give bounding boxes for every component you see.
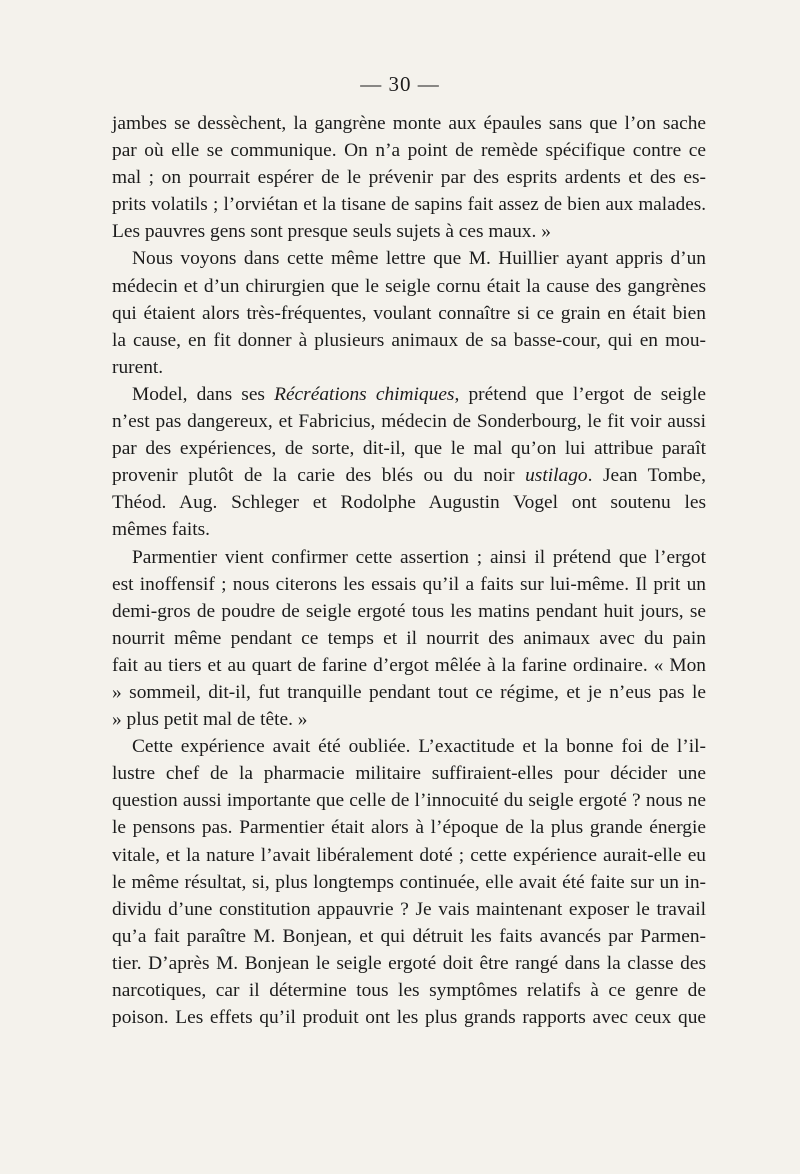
page-number: — 30 —: [360, 72, 440, 96]
text-line: Théod. Aug. Schleger et Rodolphe Augustin Vogel ont soutenu les: [112, 492, 706, 514]
text-line: fait au tiers et au quart de farine d’ergot mêlée à la farine ordinaire. « Mon: [112, 654, 706, 676]
text-line: dividu d’une constitution appauvrie ? Je vais maintenant exposer le travail: [112, 898, 706, 920]
text-line: Les pauvres gens sont presque seuls sujets à ces maux. »: [112, 221, 551, 243]
text-segment: , prétend que l’ergot de seigle: [454, 383, 706, 405]
text-segment: provenir plutôt de la carie des blés ou du noir: [112, 465, 526, 487]
text-line: prits volatils ; l’orviétan et la tisane de sapins fait assez de bien aux malades.: [112, 194, 706, 216]
italic-title: Récréations chimiques: [274, 383, 455, 405]
text-line: lustre chef de la pharmacie militaire suffiraient-elles pour décider une: [112, 763, 706, 785]
text-segment: Model, dans ses: [132, 383, 275, 405]
text-line: nourrit même pendant ce temps et il nourrit des animaux avec du pain: [112, 627, 706, 649]
text-line: par des expériences, de sorte, dit-il, que le mal qu’on lui attribue paraît: [112, 438, 706, 460]
text-line: [112, 381, 706, 408]
text-line: est inoffensif ; nous citerons les essais qu’il a faits sur lui-même. Il prit un: [112, 573, 706, 595]
text-line: » plus petit mal de tête. »: [112, 709, 308, 731]
text-line: par où elle se communique. On n’a point de remède spécifique contre ce: [112, 140, 706, 162]
text-line: qu’a fait paraître M. Bonjean, et qui détruit les faits avancés par Parmen-: [112, 925, 706, 947]
text-line: le pensons pas. Parmentier était alors à l’époque de la plus grande énergie: [112, 817, 706, 839]
text-line: tier. D’après M. Bonjean le seigle ergoté doit être rangé dans la classe des: [112, 952, 706, 974]
text-line: mêmes faits.: [112, 519, 211, 541]
text-line: rurent.: [112, 356, 164, 378]
text-line: mal ; on pourrait espérer de le prévenir par des esprits ardents et des es-: [112, 167, 706, 189]
text-line: jambes se dessèchent, la gangrène monte aux épaules sans que l’on sache: [112, 113, 706, 134]
text-line: le même résultat, si, plus longtemps continuée, elle avait été faite sur un in-: [112, 871, 706, 893]
text-line: médecin et d’un chirurgien que le seigle cornu était la cause des gangrènes: [112, 275, 706, 297]
text-line: narcotiques, car il détermine tous les symptômes relatifs à ce genre de: [112, 980, 706, 1001]
text-segment: . Jean Tombe,: [587, 465, 706, 487]
text-line: Nous voyons dans cette même lettre que M. Huillier ayant appris d’un: [132, 248, 706, 270]
text-line: qui étaient alors très-fréquentes, voulant connaître si ce grain en était bien: [112, 302, 706, 324]
text-line: vitale, et la nature l’avait libéralement doté ; cette expérience aurait-elle eu: [112, 844, 706, 866]
text-line: Parmentier vient confirmer cette assertion ; ainsi il prétend que l’ergot: [132, 546, 706, 568]
italic-title: ustilago: [525, 465, 588, 487]
text-line: » sommeil, dit-il, fut tranquille pendant tout ce régime, et je n’eus pas le: [112, 681, 706, 703]
text-line: question aussi importante que celle de l’innocuité du seigle ergoté ? nous ne: [112, 790, 706, 812]
text-line: [112, 462, 706, 489]
text-line: la cause, en fit donner à plusieurs animaux de sa basse-cour, qui en mou-: [112, 329, 706, 351]
text-line: Cette expérience avait été oubliée. L’exactitude et la bonne foi de l’il-: [132, 736, 706, 758]
text-line: n’est pas dangereux, et Fabricius, médecin de Sonderbourg, le fit voir aussi: [112, 411, 706, 433]
text-line: demi-gros de poudre de seigle ergoté tous les matins pendant huit jours, se: [112, 600, 706, 622]
text-line: poison. Les effets qu’il produit ont les plus grands rapports avec ceux que: [112, 1007, 706, 1029]
body-text: [112, 110, 706, 1031]
